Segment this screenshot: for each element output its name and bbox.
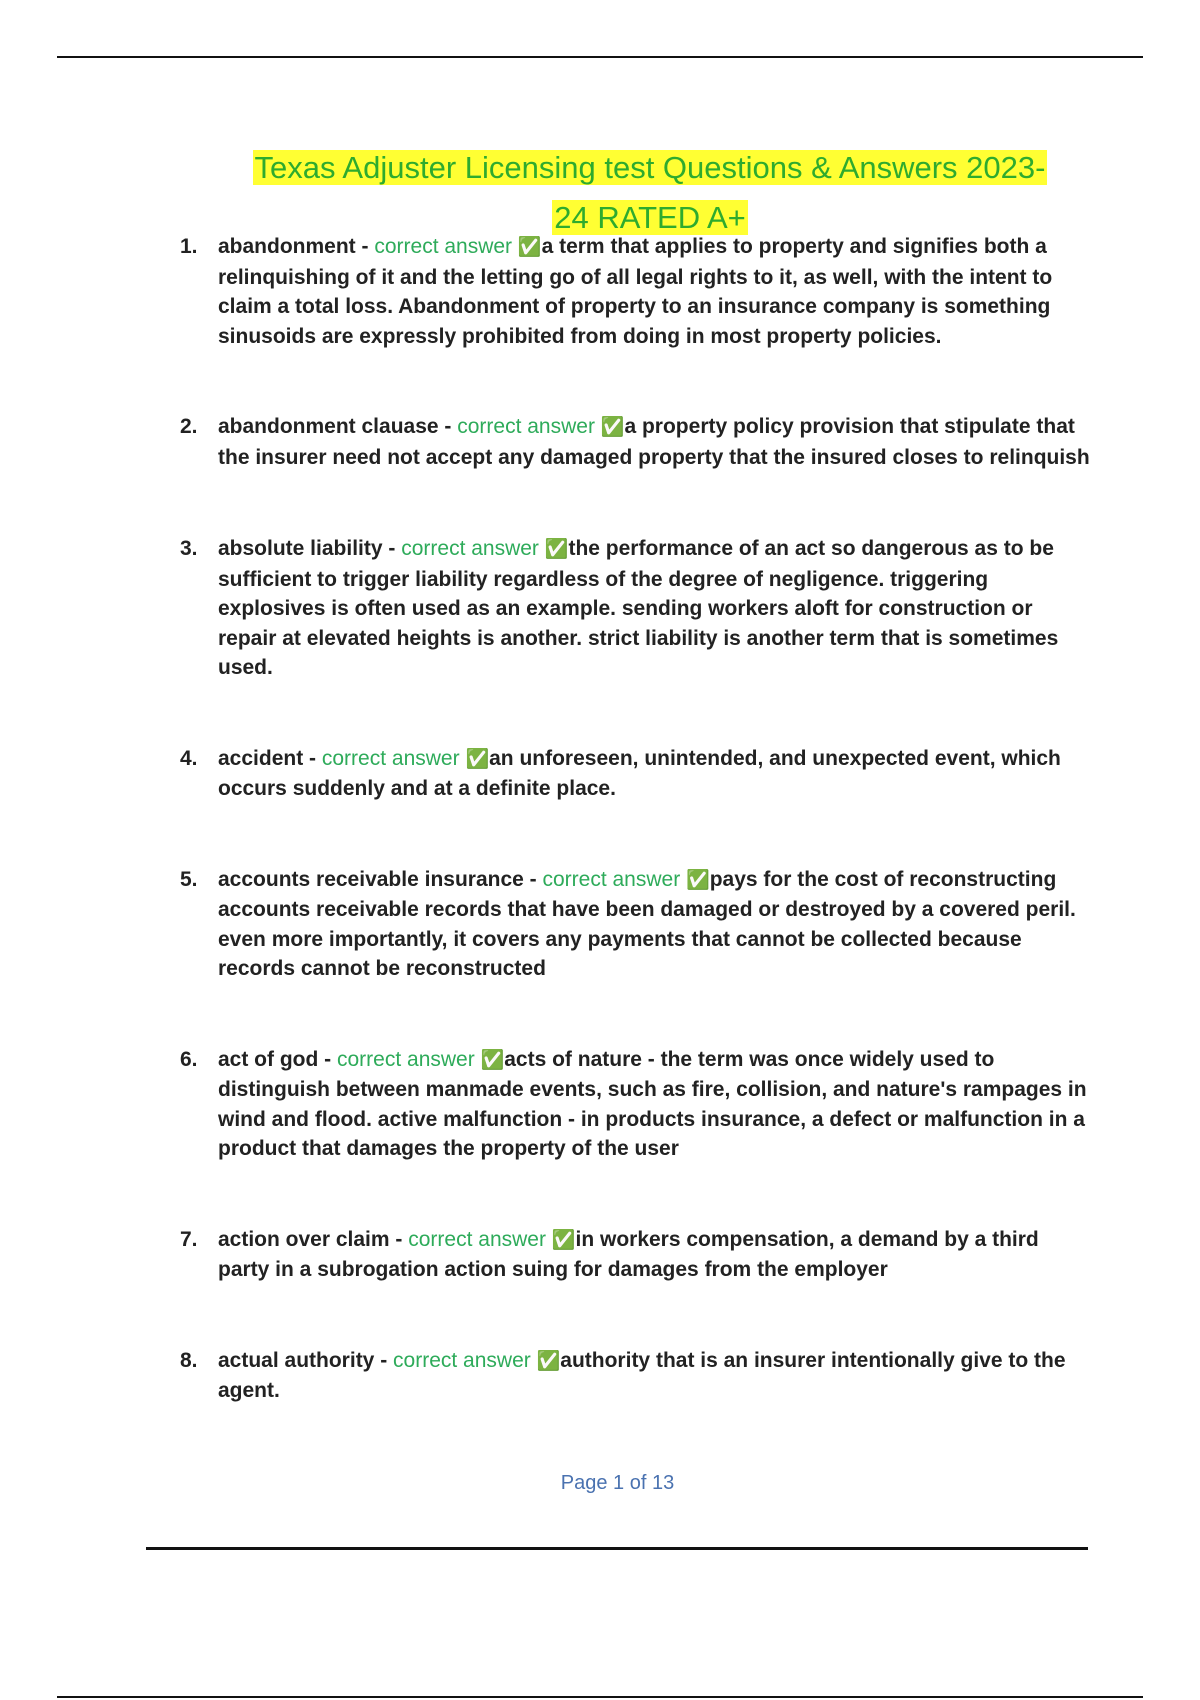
check-icon: ✅ xyxy=(544,539,569,560)
check-icon: ✅ xyxy=(536,1350,561,1372)
qa-item xyxy=(170,1225,1090,1285)
qa-term: abandonment - xyxy=(218,235,369,258)
qa-item xyxy=(170,1346,1090,1406)
qa-number: 5. xyxy=(180,867,198,891)
check-icon: ✅ xyxy=(465,748,490,770)
qa-definition: acts of nature - the term was once widely used to distinguish between manmade events, such as fire, collision, and nature's rampages in wind and flood. active malfunction - in products insurance, a defect or malfunction in a product that damages the property of the user xyxy=(218,1047,1087,1160)
page-number: Page 1 of 13 xyxy=(560,1472,675,1494)
qa-term: accounts receivable insurance - xyxy=(218,867,537,891)
qa-definition: the performance of an act so dangerous as to be sufficient to trigger liability regardless of the degree of negligence. triggering explosives is often used as an example. sending workers aloft for construction or repair at elevated heights is another. strict liability is another term that is sometimes used. xyxy=(218,537,1059,679)
correct-answer-label: correct answer xyxy=(337,1047,475,1071)
qa-item xyxy=(170,865,1090,984)
qa-definition: a term that applies to property and signifies both a relinquishing of it and the letting go of all legal rights to it, as well, with the intent to claim a total loss. Abandonment of property to an insurance company is something sinusoids are expressly prohibited from doing in most property policies. xyxy=(218,235,1053,348)
qa-definition: pays for the cost of reconstructing accounts receivable records that have been damaged or destroyed by a covered peril. even more importantly, it covers any payments that cannot be collected because records cannot be reconstructed xyxy=(218,867,1076,980)
qa-item xyxy=(170,744,1090,804)
qa-term: action over claim - xyxy=(218,1227,403,1251)
title-line-1: Texas Adjuster Licensing test Questions & Answers 2023- xyxy=(254,150,1046,185)
qa-term: actual authority - xyxy=(218,1348,388,1372)
qa-term: accident - xyxy=(218,746,317,770)
document-title xyxy=(190,146,1110,246)
correct-answer-label: correct answer xyxy=(321,746,460,770)
qa-number: 2. xyxy=(180,415,198,438)
qa-number: 3. xyxy=(180,537,198,560)
qa-item xyxy=(170,1045,1090,1164)
qa-term: act of god - xyxy=(218,1047,332,1071)
qa-list xyxy=(170,232,1090,1406)
qa-number: 8. xyxy=(180,1348,198,1372)
qa-number: 1. xyxy=(180,235,198,258)
correct-answer-label: correct answer xyxy=(374,235,513,258)
correct-answer-label: correct answer xyxy=(542,867,681,891)
qa-definition: authority that is an insurer intentionally give to the agent. xyxy=(218,1348,1066,1402)
correct-answer-label: correct answer xyxy=(401,537,539,560)
check-icon: ✅ xyxy=(600,417,625,438)
title-line-2: 24 RATED A+ xyxy=(554,200,746,235)
qa-item xyxy=(170,232,1090,351)
top-rule xyxy=(57,56,1143,58)
check-icon: ✅ xyxy=(551,1229,576,1251)
qa-definition: an unforeseen, unintended, and unexpected event, which occurs suddenly and at a definite place. xyxy=(218,746,1061,800)
qa-number: 4. xyxy=(180,746,198,770)
qa-term: abandonment clauase - xyxy=(218,415,452,438)
qa-number: 7. xyxy=(180,1227,198,1251)
correct-answer-label: correct answer xyxy=(393,1348,531,1372)
footer-rule xyxy=(146,1547,1088,1550)
check-icon: ✅ xyxy=(480,1049,505,1071)
check-icon: ✅ xyxy=(517,237,542,258)
qa-item xyxy=(170,534,1090,683)
qa-term: absolute liability - xyxy=(218,537,396,560)
check-icon: ✅ xyxy=(686,869,710,891)
correct-answer-label: correct answer xyxy=(408,1227,546,1251)
bottom-rule xyxy=(57,1696,1143,1698)
qa-definition: in workers compensation, a demand by a third party in a subrogation action suing for damages from the employer xyxy=(218,1227,1039,1281)
correct-answer-label: correct answer xyxy=(457,415,595,438)
qa-item xyxy=(170,412,1090,472)
qa-definition: a property policy provision that stipulate that the insurer need not accept any damaged property that the insured closes to relinquish xyxy=(218,415,1090,469)
qa-number: 6. xyxy=(180,1047,198,1071)
